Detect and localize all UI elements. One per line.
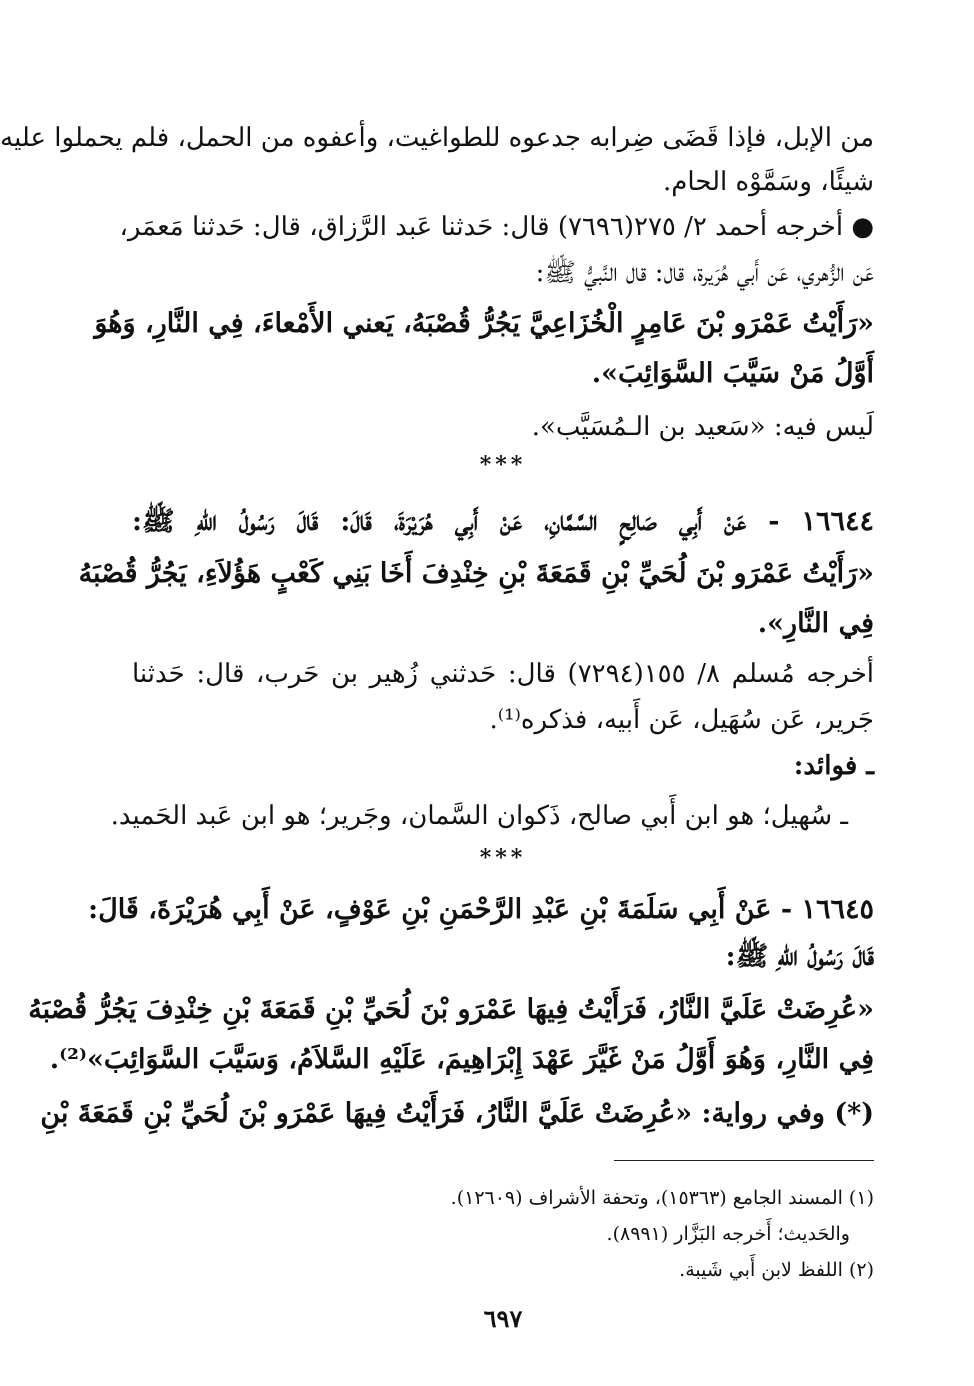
hadith-text-line: قَالَ رَسُولُ اللهِ ﷺ: [725,941,874,972]
hadith-text-line: فِي النَّارِ، وَهُوَ أَوَّلُ مَنْ غَيَّرَ عَهْدَ إِبْرَاهِيمَ، عَلَيْهِ السَّلاَمُ، وَسَيَّبَ السَّوَائِبَ»⁽²⁾. [49,1044,874,1075]
takhrij-line: ● أخرجه أحمد ٢/ ٢٧٥(٧٦٩٦) قال: حَدثنا عَبد الرَّزاق، قال: حَدثنا مَعمَر، [119,212,874,242]
footnote-2: (٢) اللفظ لابن أَبي شَيبة. [679,1259,874,1281]
section-separator: *** [479,845,527,871]
footnote-1-continued: والحَديث؛ أَخرجه البَزَّار (٨٩٩١). [606,1223,850,1245]
note-line: لَيس فيه: «سَعيد بن الـمُسَيَّب». [531,412,874,442]
hadith-number-line: ١٦٦٤٥ - عَنْ أَبِي سَلَمَةَ بْنِ عَبْدِ الرَّحْمَنِ بْنِ عَوْفٍ، عَنْ أَبِي هُرَيْرَةَ، قَالَ: [88,894,874,925]
section-separator: *** [479,452,527,478]
hadith-number-line: ١٦٦٤٤ - عَنْ أَبِي صَالِحٍ السَّمَّانِ، عَنْ أَبِي هُرَيْرَةَ، قَالَ: قَالَ رَسُولُ اللهِ ﷺ: [132,506,874,537]
fawaid-item: ـ سُهيل؛ هو ابن أَبي صالح، ذَكوان السَّمان، وجَرير؛ هو ابن عَبد الحَميد. [110,801,848,831]
hadith-text-line: أَوَّلُ مَنْ سَيَّبَ السَّوَائِبَ». [591,358,874,389]
footnote-separator [614,1160,874,1161]
hadith-text-line: «رَأَيْتُ عَمْرَو بْنَ لُحَيِّ بْنِ قَمَعَةَ بْنِ خِنْدِفَ أَخَا بَنِي كَعْبٍ هَؤُلاَءِ، يَجُرُّ قُصْبَهُ [78,558,874,589]
takhrij-line: جَرير، عَن سُهَيل، عَن أَبيه، فذكره⁽¹⁾. [489,705,874,735]
paragraph-line: من الإبل، فإذا قَضَى ضِرابه جدعوه للطواغيت، وأعفوه من الحمل، فلم يحملوا عليه [0,123,874,153]
riwaya-line: (*) وفي رواية: «عُرِضَتْ عَلَيَّ النَّارُ، فَرَأَيْتُ فِيهَا عَمْرَو بْنَ لُحَيِّ بْنِ قَمَعَةَ بْنِ [40,1098,874,1129]
takhrij-line: عَن الزُّهري، عَن أَبي هُرَيرة، قال: قال النَّبيُّ ﷺ: [535,258,874,288]
footnote-1: (١) المسند الجامع (١٥٣٦٣)، وتحفة الأشراف (١٢٦٠٩). [450,1187,874,1209]
hadith-text-line: «رَأَيْتُ عَمْرَو بْنَ عَامِرٍ الْخُزَاعِيَّ يَجُرُّ قُصْبَهُ، يَعني الأَمْعاءَ، فِي النَّارِ، وَهُوَ [94,308,874,339]
hadith-text-line: فِي النَّارِ». [757,608,874,639]
hadith-text-line: «عُرِضَتْ عَلَيَّ النَّارُ، فَرَأَيْتُ فِيهَا عَمْرَو بْنَ لُحَيِّ بْنِ قَمَعَةَ بْنِ خِنْدِفَ يَجُرُّ قُصْبَهُ [28,994,874,1025]
paragraph-line: شيئًا، وسَمَّوْه الحام. [663,167,874,197]
page-number: ٦٩٧ [483,1304,523,1333]
takhrij-line: أخرجه مُسلم ٨/ ١٥٥(٧٢٩٤) قال: حَدثني زُهير بن حَرب، قال: حَدثنا [132,659,875,689]
fawaid-heading: ـ فوائد: [793,751,874,781]
